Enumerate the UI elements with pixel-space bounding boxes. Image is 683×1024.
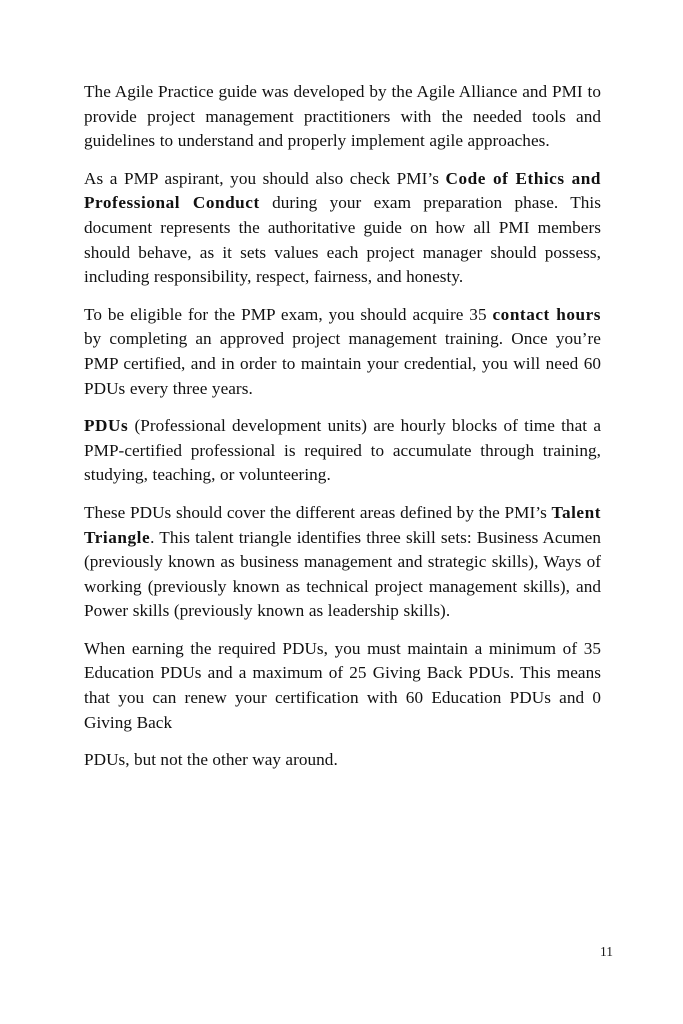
text-run: . This talent triangle identifies three skill sets: Business Acumen (previously known as business management and strategic skills), Ways of working (previously known as technical project management skills), and Power skills (previously known as leadership skills).: [84, 527, 601, 621]
text-run: As a PMP aspirant, you should also check PMI’s: [84, 168, 446, 188]
text-run: To be eligible for the PMP exam, you should acquire 35: [84, 304, 493, 324]
page-number: 11: [600, 944, 613, 959]
text-run: When earning the required PDUs, you must maintain a minimum of 35 Education PDUs and a maximum of 25 Giving Back PDUs. This means that you can renew your certification with 60 Education PDUs and 0 Giving Back: [84, 638, 601, 732]
bold-run-pdus: PDUs: [84, 416, 129, 436]
paragraph-earning-pdus-final-line: PDUs, but not the other way around.: [84, 750, 338, 770]
text-run: by completing an approved project management training. Once you’re PMP certified, and in order to maintain your credential, you will need 60 PDUs every three years.: [84, 329, 601, 398]
body-text-column: [84, 80, 601, 773]
paragraph-talent-triangle: [84, 501, 601, 624]
bold-run-contact-hours: contact hours: [492, 304, 601, 324]
paragraph-contact-hours: [84, 303, 601, 401]
paragraph-code-of-ethics: [84, 167, 601, 290]
text-run: (Professional development units) are hourly blocks of time that a PMP-certified professional is required to accumulate through training, studying, teaching, or volunteering.: [84, 416, 601, 485]
text-run: The Agile Practice guide was developed by the Agile Alliance and PMI to provide project management practitioners with the needed tools and guidelines to understand and properly implement agile approaches.: [84, 82, 601, 151]
text-run: These PDUs should cover the different areas defined by the PMI’s: [84, 502, 552, 522]
bold-run-code-of-ethics: Code of Ethics and Professional Conduct: [84, 168, 601, 213]
paragraph-earning-pdus: [84, 637, 601, 735]
bold-run-talent-triangle: Talent Triangle: [84, 502, 601, 547]
paragraph-pdus-definition: [84, 414, 601, 488]
text-run: during your exam preparation phase. This document represents the authoritative guide on how all PMI members should behave, as it sets values each project manager should possess, including responsibility, respect, fairness, and honesty.: [84, 193, 601, 287]
paragraph-agile-practice-guide: [84, 80, 601, 154]
